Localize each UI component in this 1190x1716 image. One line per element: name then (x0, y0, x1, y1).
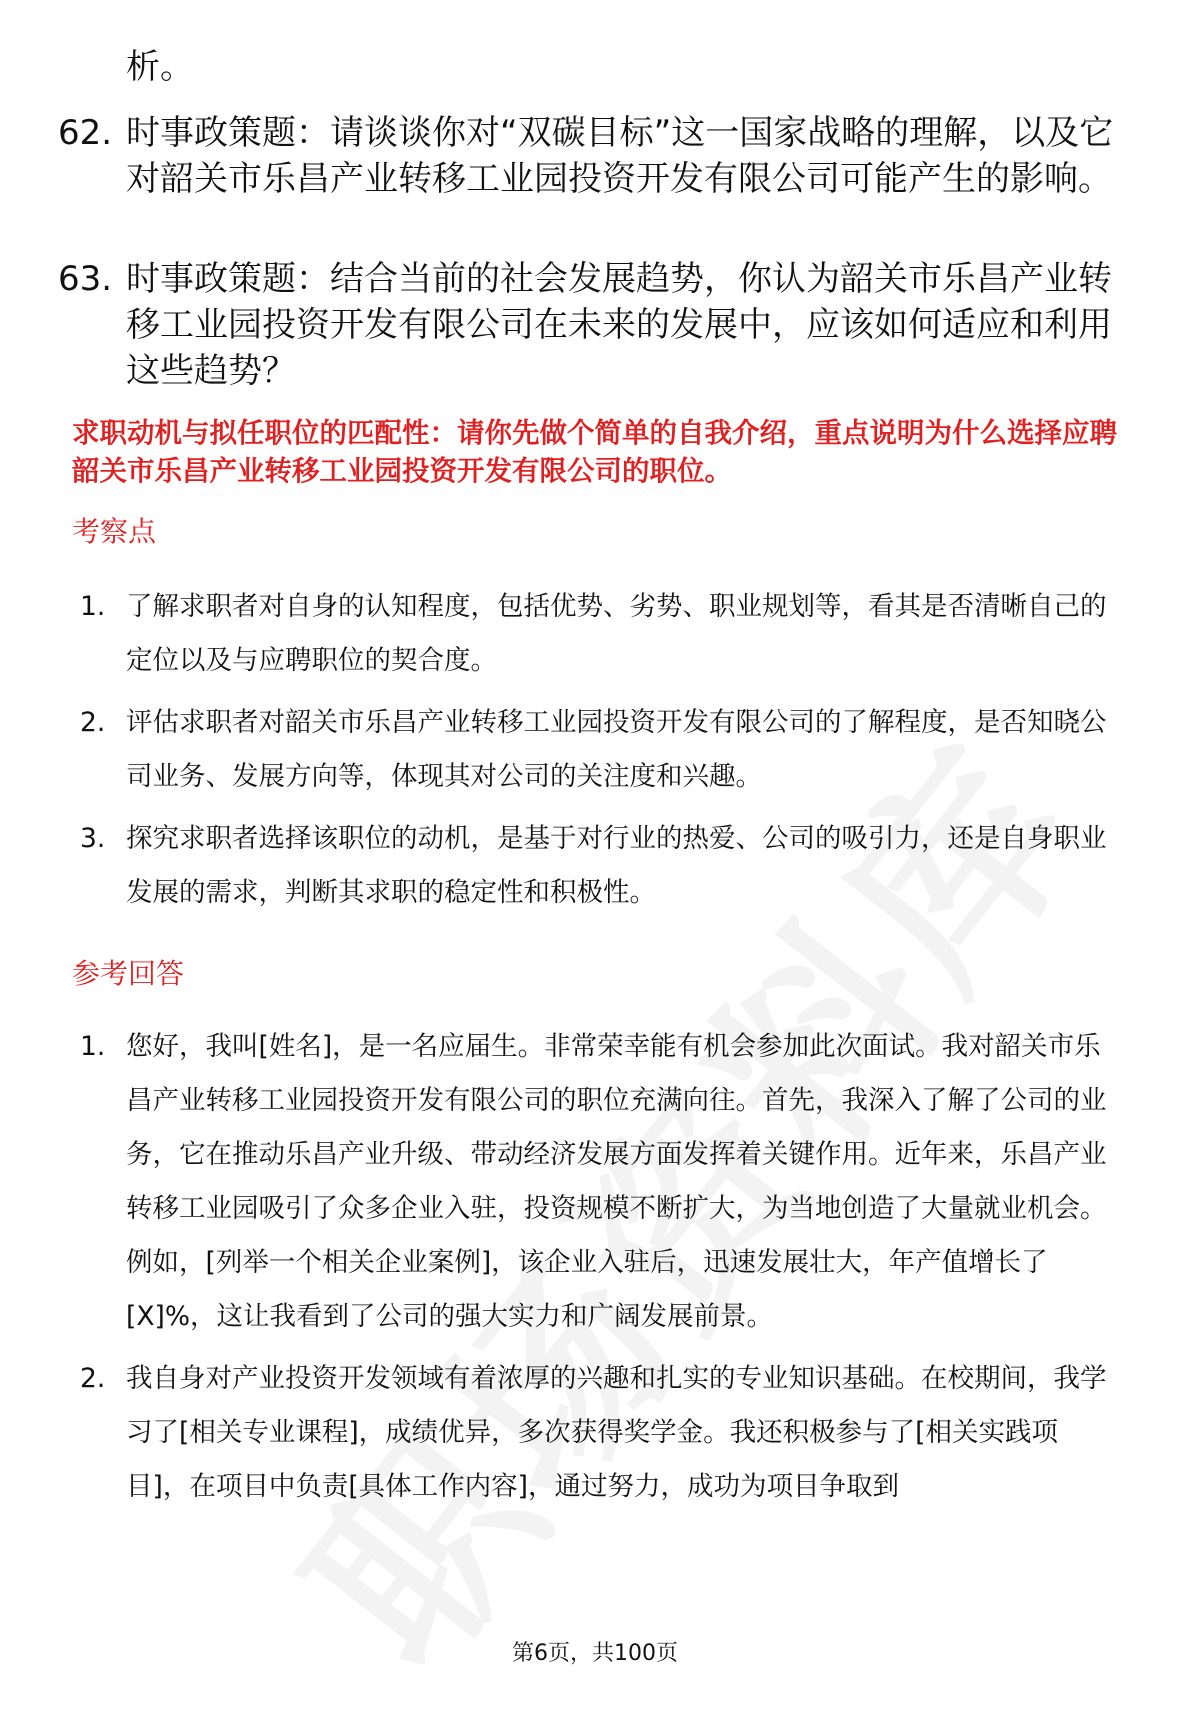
list-text: 我自身对产业投资开发领域有着浓厚的兴趣和扎实的专业知识基础。在校期间，我学习了[相关专业课程]，成绩优异，多次获得奖学金。我还积极参与了[相关实践项目]，在项目中负责[具体工作内容]，通过努力，成功为项目争取到 (126, 1363, 1107, 1502)
list-item (80, 812, 1120, 920)
list-text: 了解求职者对自身的认知程度，包括优势、劣势、职业规划等，看其是否清晰自己的定位以及与应聘职位的契合度。 (126, 591, 1107, 676)
section-title: 求职动机与拟任职位的匹配性：请你先做个简单的自我介绍，重点说明为什么选择应聘韶关市乐昌产业转移工业园投资开发有限公司的职位。 (72, 417, 1117, 487)
question-number: 63. (58, 259, 113, 299)
question-62 (58, 110, 1118, 202)
list-text: 探究求职者选择该职位的动机，是基于对行业的热爱、公司的吸引力，还是自身职业发展的需求，判断其求职的稳定性和积极性。 (126, 823, 1107, 908)
page-footer: 第6页，共100页 (512, 1641, 678, 1666)
list-number: 1. (80, 1031, 106, 1062)
list-item (80, 1352, 1120, 1514)
list-item (80, 1020, 1120, 1344)
list-text: 评估求职者对韶关市乐昌产业转移工业园投资开发有限公司的了解程度，是否知晓公司业务、发展方向等，体现其对公司的关注度和兴趣。 (126, 707, 1107, 792)
list-number: 1. (80, 591, 106, 622)
continuation-text: 析。 (126, 47, 194, 87)
list-number: 3. (80, 823, 106, 854)
list-text: 您好，我叫[姓名]，是一名应届生。非常荣幸能有机会参加此次面试。我对韶关市乐昌产业转移工业园投资开发有限公司的职位充满向往。首先，我深入了解了公司的业务，它在推动乐昌产业升级、带动经济发展方面发挥着关键作用。近年来，乐昌产业转移工业园吸引了众多企业入驻，投资规模不断扩大，为当地创造了大量就业机会。例如，[列举一个相关企业案例]，该企业入驻后，迅速发展壮大，年产值增长了[X]%，这让我看到了公司的强大实力和广阔发展前景。 (126, 1031, 1107, 1332)
list-item (80, 580, 1120, 688)
cankao-heading: 参考回答 (72, 957, 185, 990)
list-number: 2. (80, 1363, 106, 1394)
list-number: 2. (80, 707, 106, 738)
kaocha-list (80, 580, 1120, 928)
question-text: 时事政策题：结合当前的社会发展趋势，你认为韶关市乐昌产业转移工业园投资开发有限公司在未来的发展中，应该如何适应和利用这些趋势？ (126, 259, 1112, 391)
question-number: 62. (58, 113, 113, 153)
cankao-list (80, 1020, 1120, 1522)
question-text: 时事政策题：请谈谈你对“双碳目标”这一国家战略的理解，以及它对韶关市乐昌产业转移工业园投资开发有限公司可能产生的影响。 (126, 113, 1114, 199)
kaocha-heading: 考察点 (72, 515, 157, 548)
question-63 (58, 256, 1118, 394)
list-item (80, 696, 1120, 804)
